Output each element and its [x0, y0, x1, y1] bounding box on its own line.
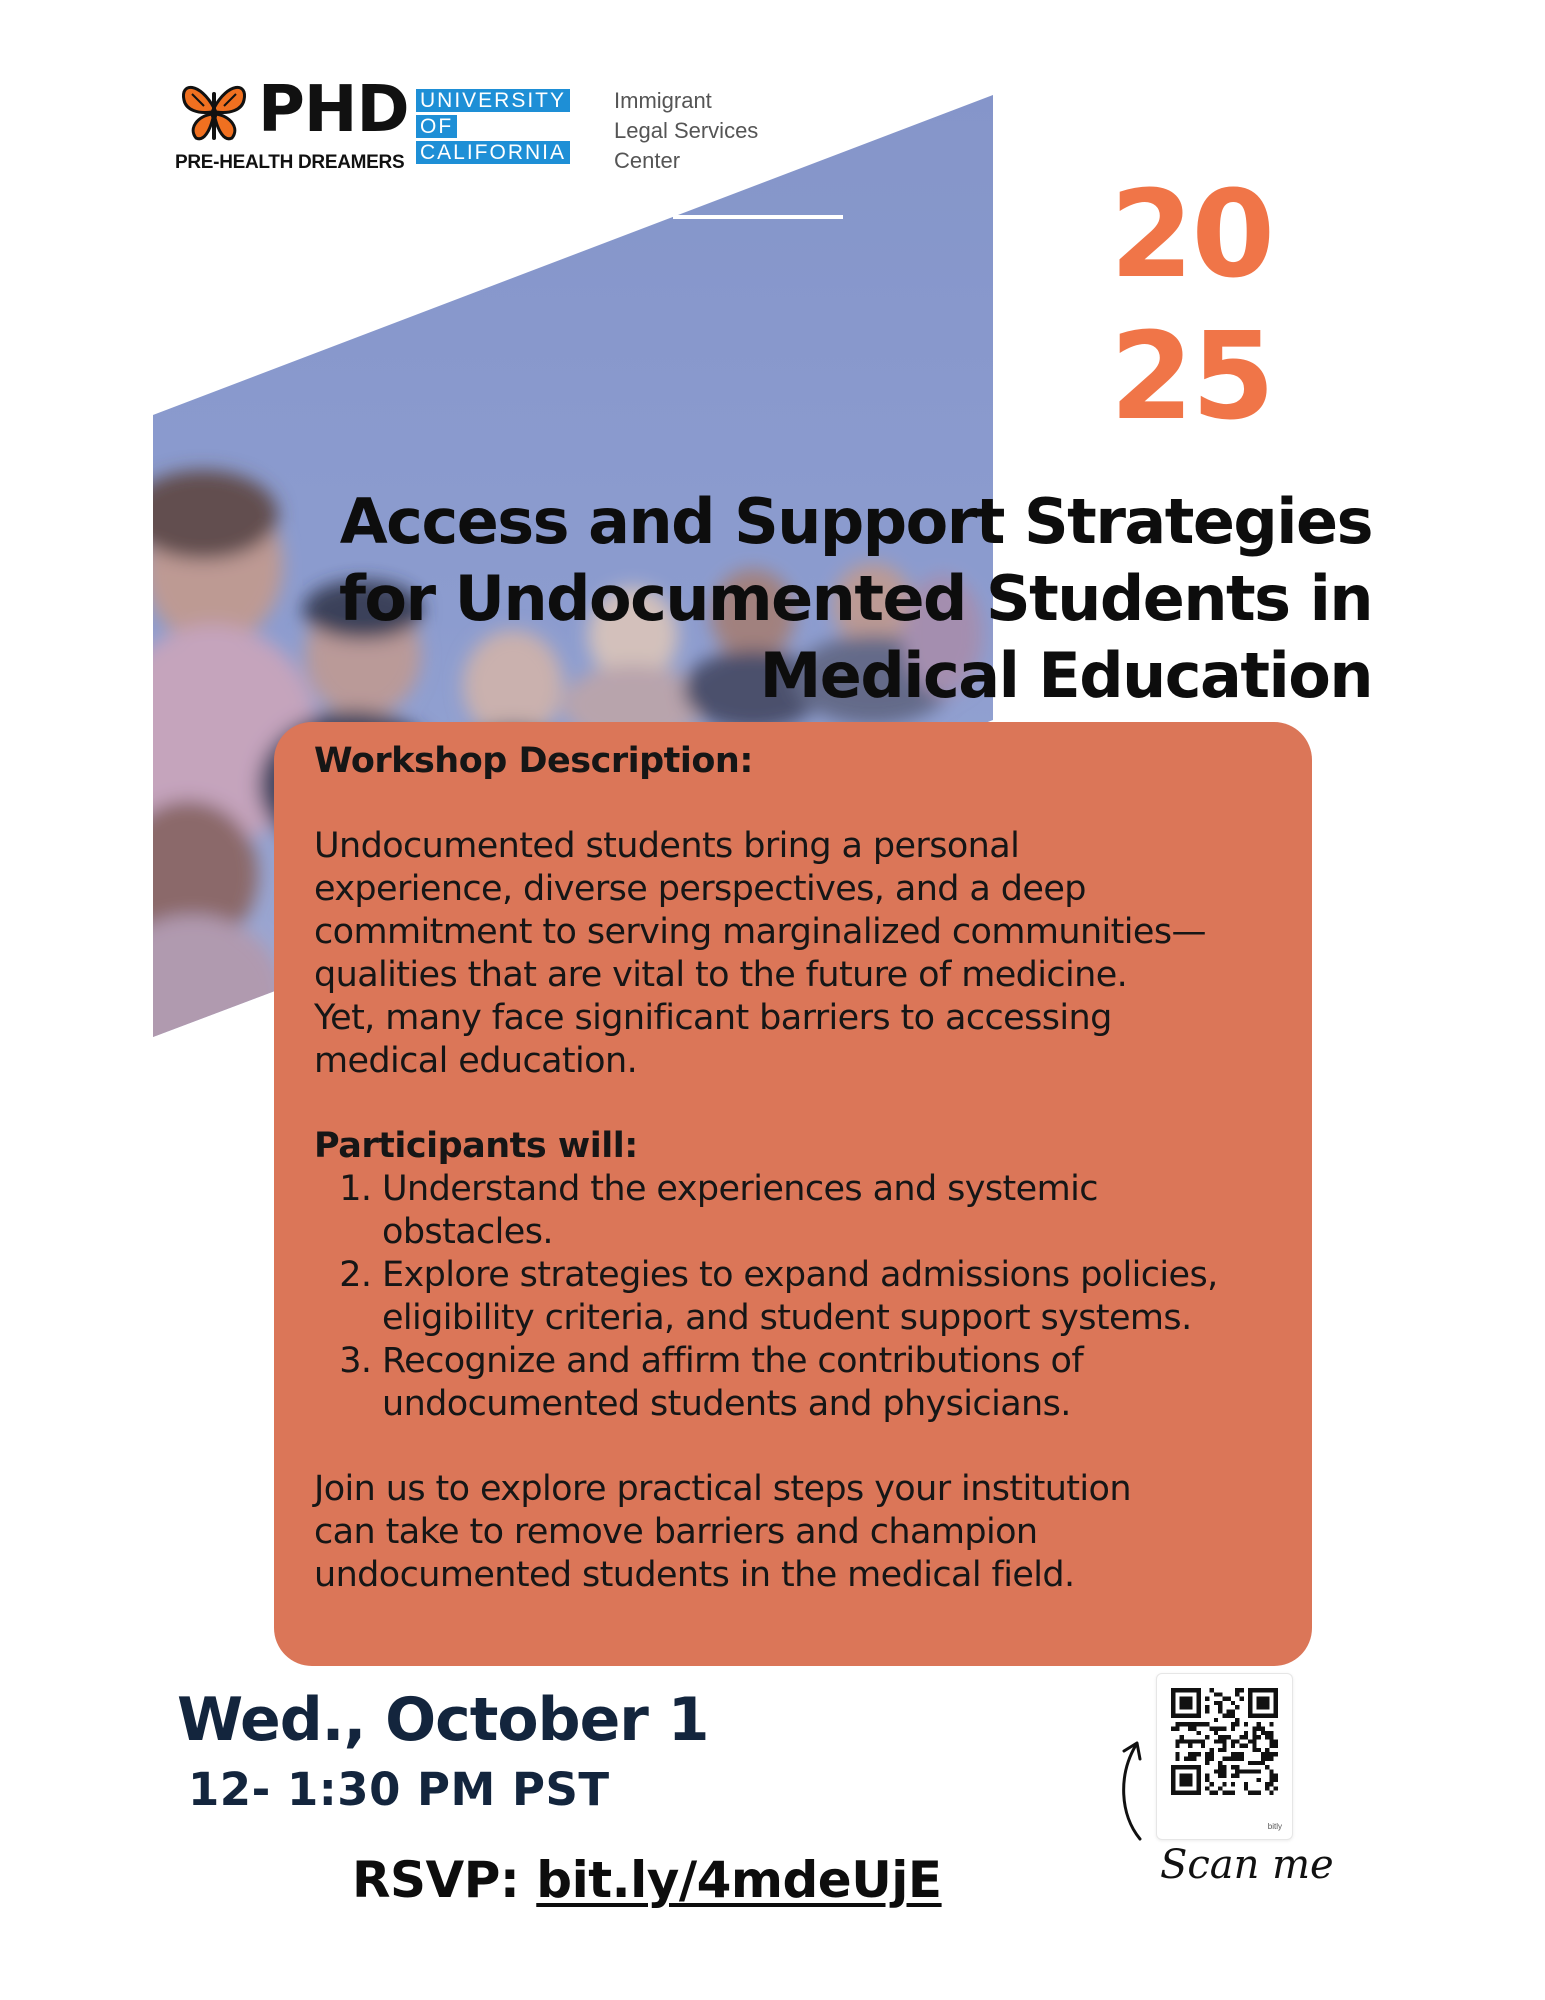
year-line-1: 20: [1110, 166, 1273, 305]
participants-heading: Participants will:: [314, 1126, 638, 1166]
description-line: Yet, many face significant barriers to accessing: [314, 998, 1112, 1038]
description-line: medical education.: [314, 1041, 638, 1081]
year-line-2: 25: [1110, 308, 1273, 447]
description-line: Undocumented students bring a personal: [314, 826, 1020, 866]
outcome-item: 2. Explore strategies to expand admissions policies, eligibility criteria, and student support systems.: [382, 1254, 1276, 1340]
phd-logo-word: PHD: [258, 73, 409, 147]
closing-line: Join us to explore practical steps your institution: [314, 1469, 1131, 1509]
curved-arrow-icon: [1112, 1735, 1152, 1845]
description-line: experience, diverse perspectives, and a deep: [314, 869, 1086, 909]
event-time: 12- 1:30 PM PST: [188, 1763, 610, 1816]
page-title: [339, 483, 1372, 714]
uc-logo-line: CALIFORNIA: [416, 142, 572, 163]
title-line-3: Medical Education: [759, 639, 1372, 712]
title-line-2: for Undocumented Students in: [338, 562, 1372, 635]
outcomes-list: [314, 1168, 1276, 1426]
qr-code-icon[interactable]: [1171, 1688, 1278, 1795]
ilsc-logo-line: Center: [614, 148, 681, 173]
uc-logo-line: OF: [416, 116, 572, 137]
qr-code-card[interactable]: [1156, 1673, 1293, 1840]
workshop-description-card: [274, 722, 1312, 1666]
rsvp-link[interactable]: bit.ly/4mdeUjE: [536, 1851, 942, 1909]
description-line: commitment to serving marginalized communities—: [314, 912, 1206, 952]
year-label: [1110, 165, 1273, 449]
phd-logo-subtitle: PRE-HEALTH DREAMERS: [175, 152, 405, 173]
rsvp-line: [352, 1851, 942, 1909]
event-date: Wed., October 1: [177, 1685, 709, 1755]
closing-line: undocumented students in the medical field.: [314, 1555, 1075, 1595]
ilsc-logo-line: Legal Services: [614, 118, 759, 143]
outcome-item: 1. Understand the experiences and systemic obstacles.: [382, 1168, 1276, 1254]
ilsc-logo-line: Immigrant: [614, 88, 712, 113]
ilsc-logo: [614, 86, 758, 176]
description-line: qualities that are vital to the future of medicine.: [314, 955, 1128, 995]
closing-line: can take to remove barriers and champion: [314, 1512, 1038, 1552]
bitly-tag: bitly: [1267, 1822, 1282, 1831]
scan-me-caption: Scan me: [1160, 1842, 1334, 1888]
title-line-1: Access and Support Strategies: [339, 485, 1372, 558]
rsvp-label: RSVP:: [352, 1851, 520, 1909]
butterfly-logo-icon: [180, 78, 248, 144]
outcome-item: 3. Recognize and affirm the contributions of undocumented students and physicians.: [382, 1340, 1276, 1426]
uc-logo-line: UNIVERSITY: [416, 90, 572, 111]
uc-logo: [416, 90, 572, 168]
card-heading: Workshop Description:: [314, 741, 753, 781]
